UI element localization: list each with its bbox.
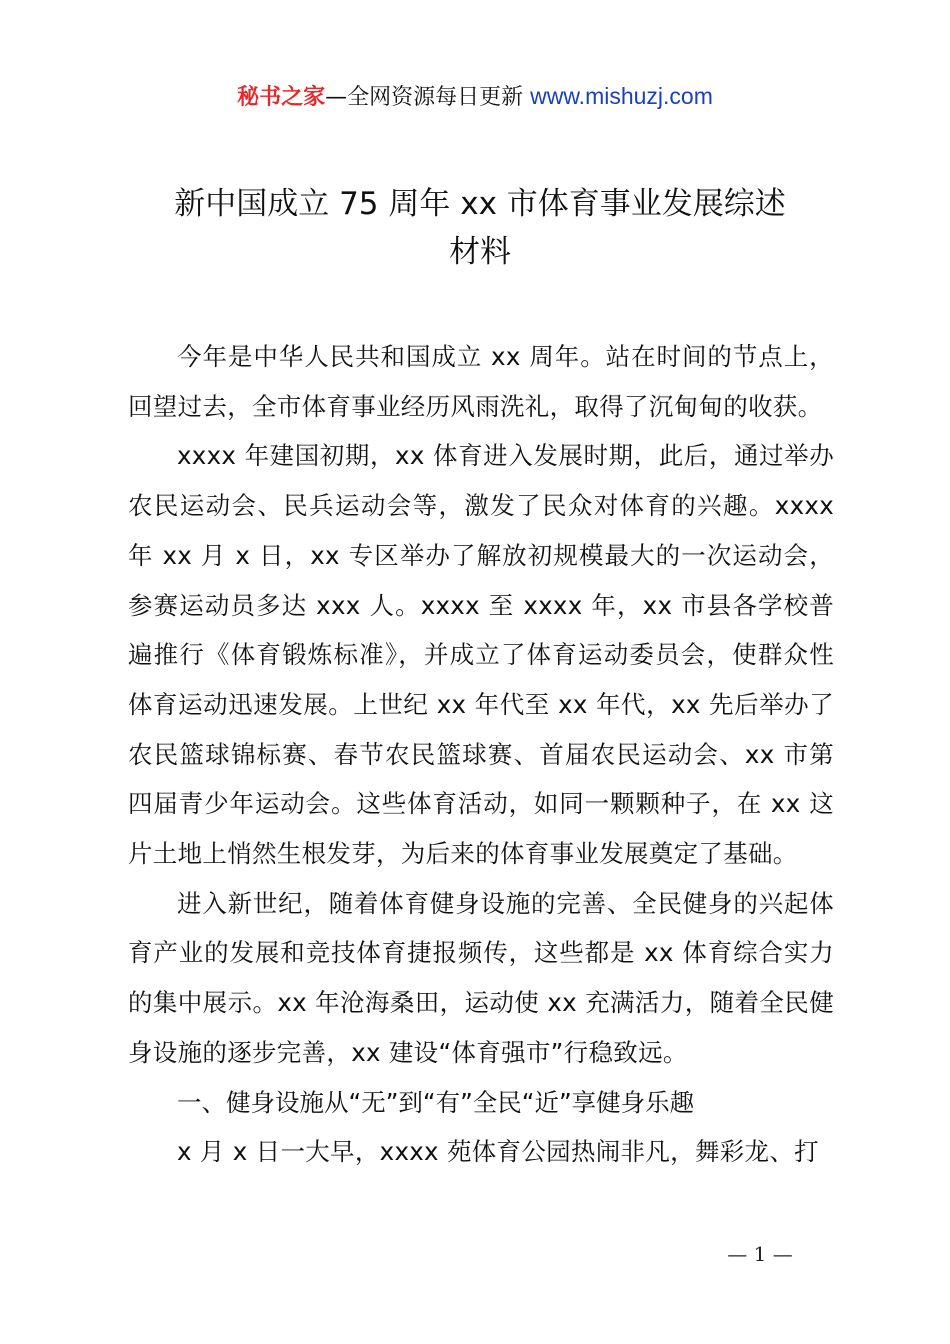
paragraph-intro: 今年是中华人民共和国成立 xx 周年。站在时间的节点上，回望过去，全市体育事业经历风雨洗礼，取得了沉甸甸的收获。 <box>128 342 834 421</box>
document-title-line-2: 材料 <box>449 234 511 270</box>
site-brand: 秘书之家 <box>237 85 326 110</box>
section-heading-1: 一、健身设施从“无”到“有”全民“近”享健身乐趣 <box>177 1087 695 1117</box>
document-title <box>130 180 830 276</box>
page-number: — 1 — <box>727 1242 793 1266</box>
site-header <box>0 80 950 114</box>
site-url-link[interactable]: www.mishuzj.com <box>530 83 713 109</box>
paragraph-section-1-start: x 月 x 日一大早，xxxx 苑体育公园热闹非凡，舞彩龙、打 <box>177 1137 819 1167</box>
site-tagline: —全网资源每日更新 <box>325 85 524 110</box>
document-body <box>128 332 834 1177</box>
document-title-line-1: 新中国成立 75 周年 xx 市体育事业发展综述 <box>174 186 786 222</box>
paragraph-new-century: 进入新世纪，随着体育健身设施的完善、全民健身的兴起体育产业的发展和竞技体育捷报频传，这些都是 xx 体育综合实力的集中展示。xx 年沧海桑田，运动使 xx 充满活力，随着全民健身设施的逐步完善，xx 建设“体育强市”行稳致远。 <box>128 888 834 1067</box>
paragraph-history: xxxx 年建国初期，xx 体育进入发展时期，此后，通过举办农民运动会、民兵运动会等，激发了民众对体育的兴趣。xxxx 年 xx 月 x 日，xx 专区举办了解放初规模最大的一次运动会，参赛运动员多达 xxx 人。xxxx 至 xxxx 年，xx 市县各学校普遍推行《体育锻炼标准》，并成立了体育运动委员会，使群众性体育运动迅速发展。上世纪 xx 年代至 xx 年代，xx 先后举办了农民篮球锦标赛、春节农民篮球赛、首届农民运动会、xx 市第四届青少年运动会。这些体育活动，如同一颗颗种子，在 xx 这片土地上悄然生根发芽，为后来的体育事业发展奠定了基础。 <box>128 441 834 869</box>
